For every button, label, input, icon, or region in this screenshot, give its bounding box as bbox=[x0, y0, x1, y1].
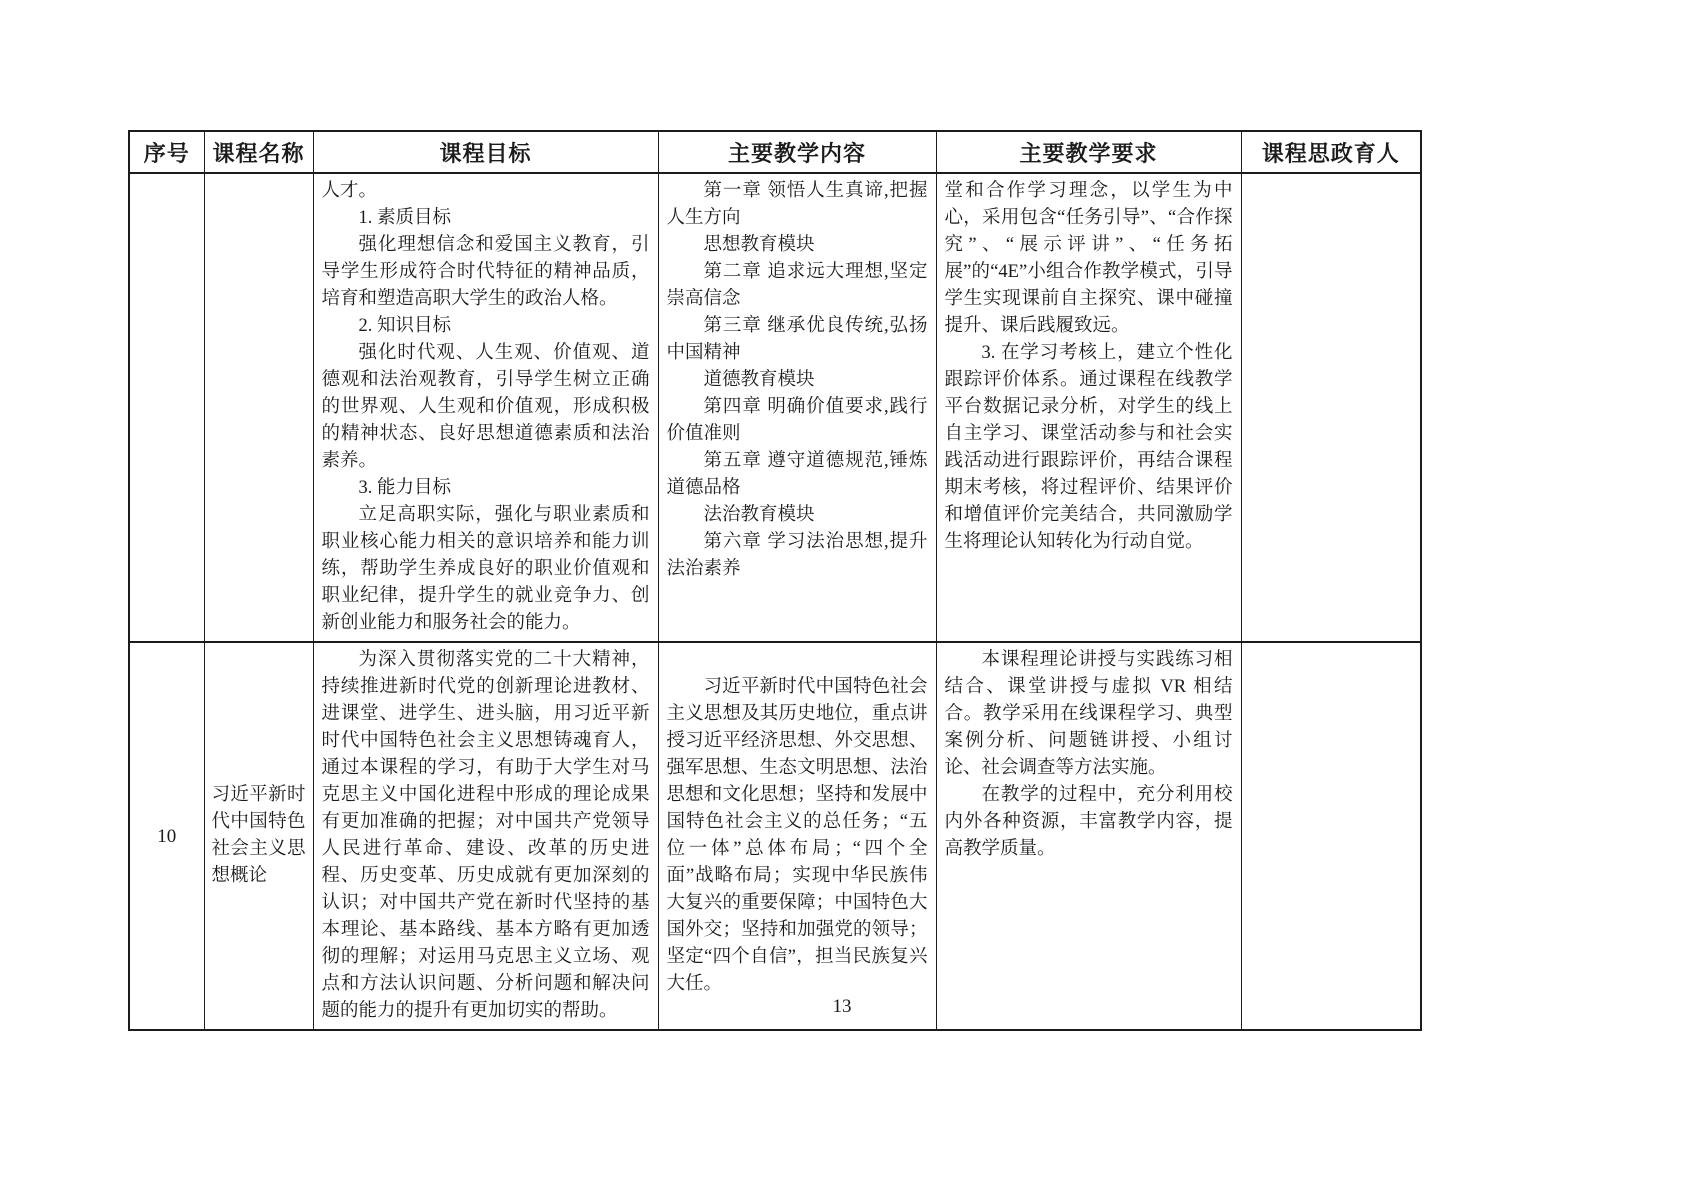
col-header-requirements: 主要教学要求 bbox=[936, 131, 1241, 173]
paragraph: 3. 能力目标 bbox=[358, 478, 452, 498]
cell-ideology-row1 bbox=[1241, 173, 1421, 642]
paragraph: 第一章 领悟人生真谛,把握人生方向 bbox=[666, 181, 928, 228]
cell-objectives-row2 bbox=[313, 642, 658, 1030]
col-header-content: 主要教学内容 bbox=[658, 131, 936, 173]
table-row-10 bbox=[129, 642, 1421, 1030]
cell-ideology-row2 bbox=[1241, 642, 1421, 1030]
cell-objectives-row1 bbox=[313, 173, 658, 642]
paragraph: 本课程理论讲授与实践练习相结合、课堂讲授与虚拟 VR 相结合。教学采用在线课程学习、典型案例分析、问题链讲授、小组讨论、社会调查等方法实施。 bbox=[944, 650, 1233, 778]
col-header-ideology: 课程思政育人 bbox=[1241, 131, 1421, 173]
paragraph: 1. 素质目标 bbox=[358, 208, 452, 228]
paragraph: 2. 知识目标 bbox=[358, 316, 452, 336]
cell-course-name-row2 bbox=[204, 642, 313, 1030]
paragraph: 第二章 追求远大理想,坚定崇高信念 bbox=[666, 262, 928, 309]
paragraph: 思想教育模块 bbox=[703, 235, 815, 255]
cell-content-row1 bbox=[658, 173, 936, 642]
course-name-text: 习近平新时代中国特色社会主义思想概论 bbox=[211, 785, 306, 886]
course-table bbox=[128, 130, 1422, 1031]
cell-requirements-row2 bbox=[936, 642, 1241, 1030]
paragraph: 第四章 明确价值要求,践行价值准则 bbox=[666, 397, 928, 444]
paragraph: 道德教育模块 bbox=[703, 370, 815, 390]
paragraph: 为深入贯彻落实党的二十大精神，持续推进新时代党的创新理论进教材、进课堂、进学生、进头脑，用习近平新时代中国特色社会主义思想铸魂育人，通过本课程的学习，有助于大学生对马克思主义中国化进程中形成的理论成果有更加准确的把握；对中国共产党领导人民进行革命、建设、改革的历史进程、历史变革、历史成就有更加深刻的认识；对中国共产党在新时代坚持的基本理论、基本路线、基本方略有更加透彻的理解；对运用马克思主义立场、观点和方法认识问题、分析问题和解决问题的能力的提升有更加切实的帮助。 bbox=[321, 650, 650, 1021]
paragraph: 第五章 遵守道德规范,锤炼道德品格 bbox=[666, 451, 928, 498]
paragraph: 在教学的过程中，充分利用校内外各种资源，丰富教学内容，提高教学质量。 bbox=[944, 785, 1233, 859]
paragraph: 第六章 学习法治思想,提升法治素养 bbox=[666, 532, 928, 579]
paragraph: 人才。 bbox=[321, 181, 378, 201]
paragraph: 3. 在学习考核上，建立个性化跟踪评价体系。通过课程在线教学平台数据记录分析，对学生的线上自主学习、课堂活动参与和社会实践活动进行跟踪评价，再结合课程期末考核，将过程评价、结果评价和增值评价完美结合，共同激励学生将理论认知转化为行动自觉。 bbox=[944, 343, 1233, 552]
page-number: 13 bbox=[832, 996, 852, 1017]
col-header-objectives: 课程目标 bbox=[313, 131, 658, 173]
paragraph: 堂和合作学习理念，以学生为中心，采用包含“任务引导”、“合作探究”、“展示评讲”、“任务拓展”的“4E”小组合作教学模式，引导学生实现课前自主探究、课中碰撞提升、课后践履致远。 bbox=[944, 181, 1233, 336]
cell-seq-row1 bbox=[129, 173, 204, 642]
paragraph: 强化时代观、人生观、价值观、道德观和法治观教育，引导学生树立正确的世界观、人生观和价值观，形成积极的精神状态、良好思想道德素质和法治素养。 bbox=[321, 343, 650, 471]
col-header-course-name: 课程名称 bbox=[204, 131, 313, 173]
cell-content-row2 bbox=[658, 642, 936, 1030]
col-header-seq: 序号 bbox=[129, 131, 204, 173]
cell-requirements-row1 bbox=[936, 173, 1241, 642]
paragraph: 习近平新时代中国特色社会主义思想及其历史地位，重点讲授习近平经济思想、外交思想、强军思想、生态文明思想、法治思想和文化思想；坚持和发展中国特色社会主义的总任务；“五位一体”总体布局；“四个全面”战略布局；实现中华民族伟大复兴的重要保障；中国特色大国外交；坚持和加强党的领导；坚定“四个自信”，担当民族复兴大任。 bbox=[666, 677, 928, 994]
cell-seq-row2: 10 bbox=[129, 642, 204, 1030]
paragraph: 法治教育模块 bbox=[703, 505, 815, 525]
paragraph: 立足高职实际，强化与职业素质和职业核心能力相关的意识培养和能力训练，帮助学生养成良好的职业价值观和职业纪律，提升学生的就业竞争力、创新创业能力和服务社会的能力。 bbox=[321, 505, 650, 633]
table-header-row bbox=[129, 131, 1421, 173]
paragraph: 第三章 继承优良传统,弘扬中国精神 bbox=[666, 316, 928, 363]
cell-course-name-row1 bbox=[204, 173, 313, 642]
table-row-continuation bbox=[129, 173, 1421, 642]
paragraph: 强化理想信念和爱国主义教育，引导学生形成符合时代特征的精神品质，培育和塑造高职大学生的政治人格。 bbox=[321, 235, 650, 309]
